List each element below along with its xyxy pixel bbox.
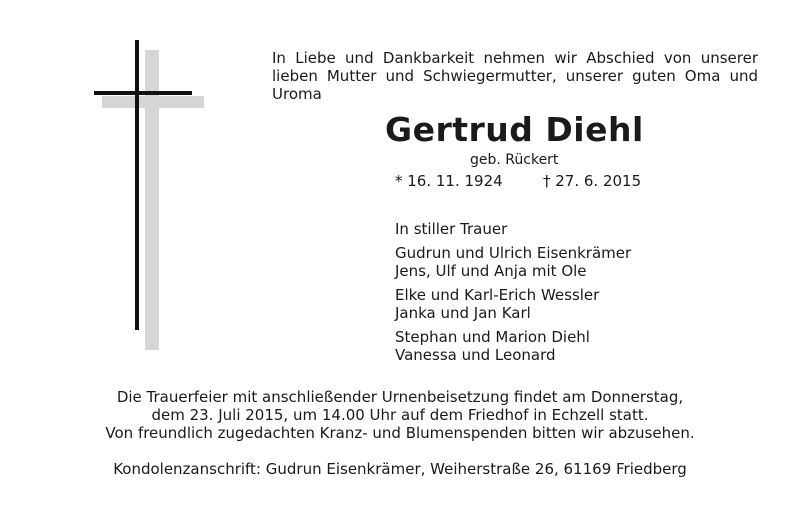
funeral-info-line: dem 23. Juli 2015, um 14.00 Uhr auf dem Friedhof in Echzell statt. — [151, 406, 649, 424]
cross-icon — [90, 35, 210, 355]
mourner-line: Elke und Karl-Erich Wessler — [395, 286, 600, 304]
birth-date: * 16. 11. 1924 — [395, 172, 503, 190]
death-date: † 27. 6. 2015 — [543, 172, 642, 190]
mourners-heading: In stiller Trauer — [395, 220, 508, 238]
funeral-info-line: Die Trauerfeier mit anschließender Urnenbeisetzung findet am Donnerstag, — [116, 388, 684, 406]
funeral-info-line: Von freundlich zugedachten Kranz- und Blumenspenden bitten wir abzusehen. — [105, 424, 695, 442]
mourner-group — [395, 244, 631, 280]
mourner-line: Gudrun und Ulrich Eisenkrämer — [395, 244, 632, 262]
mourner-line: Jens, Ulf und Anja mit Ole — [395, 262, 587, 280]
condolence-address: Kondolenzanschrift: Gudrun Eisenkrämer, Weiherstraße 26, 61169 Friedberg — [113, 460, 687, 478]
deceased-name: Gertrud Diehl — [385, 110, 644, 149]
intro-text: In Liebe und Dankbarkeit nehmen wir Abschied von unserer lieben Mutter und Schwiegermutter, unserer guten Oma und Uroma — [272, 49, 758, 103]
mourner-line: Stephan und Marion Diehl — [395, 328, 590, 346]
mourner-line: Janka und Jan Karl — [395, 304, 531, 322]
mourner-group — [395, 328, 631, 364]
mourners-list — [395, 220, 631, 364]
funeral-info — [60, 388, 740, 442]
born-name: geb. Rückert — [470, 152, 559, 168]
mourner-line: Vanessa und Leonard — [395, 346, 556, 364]
mourner-group — [395, 286, 631, 322]
